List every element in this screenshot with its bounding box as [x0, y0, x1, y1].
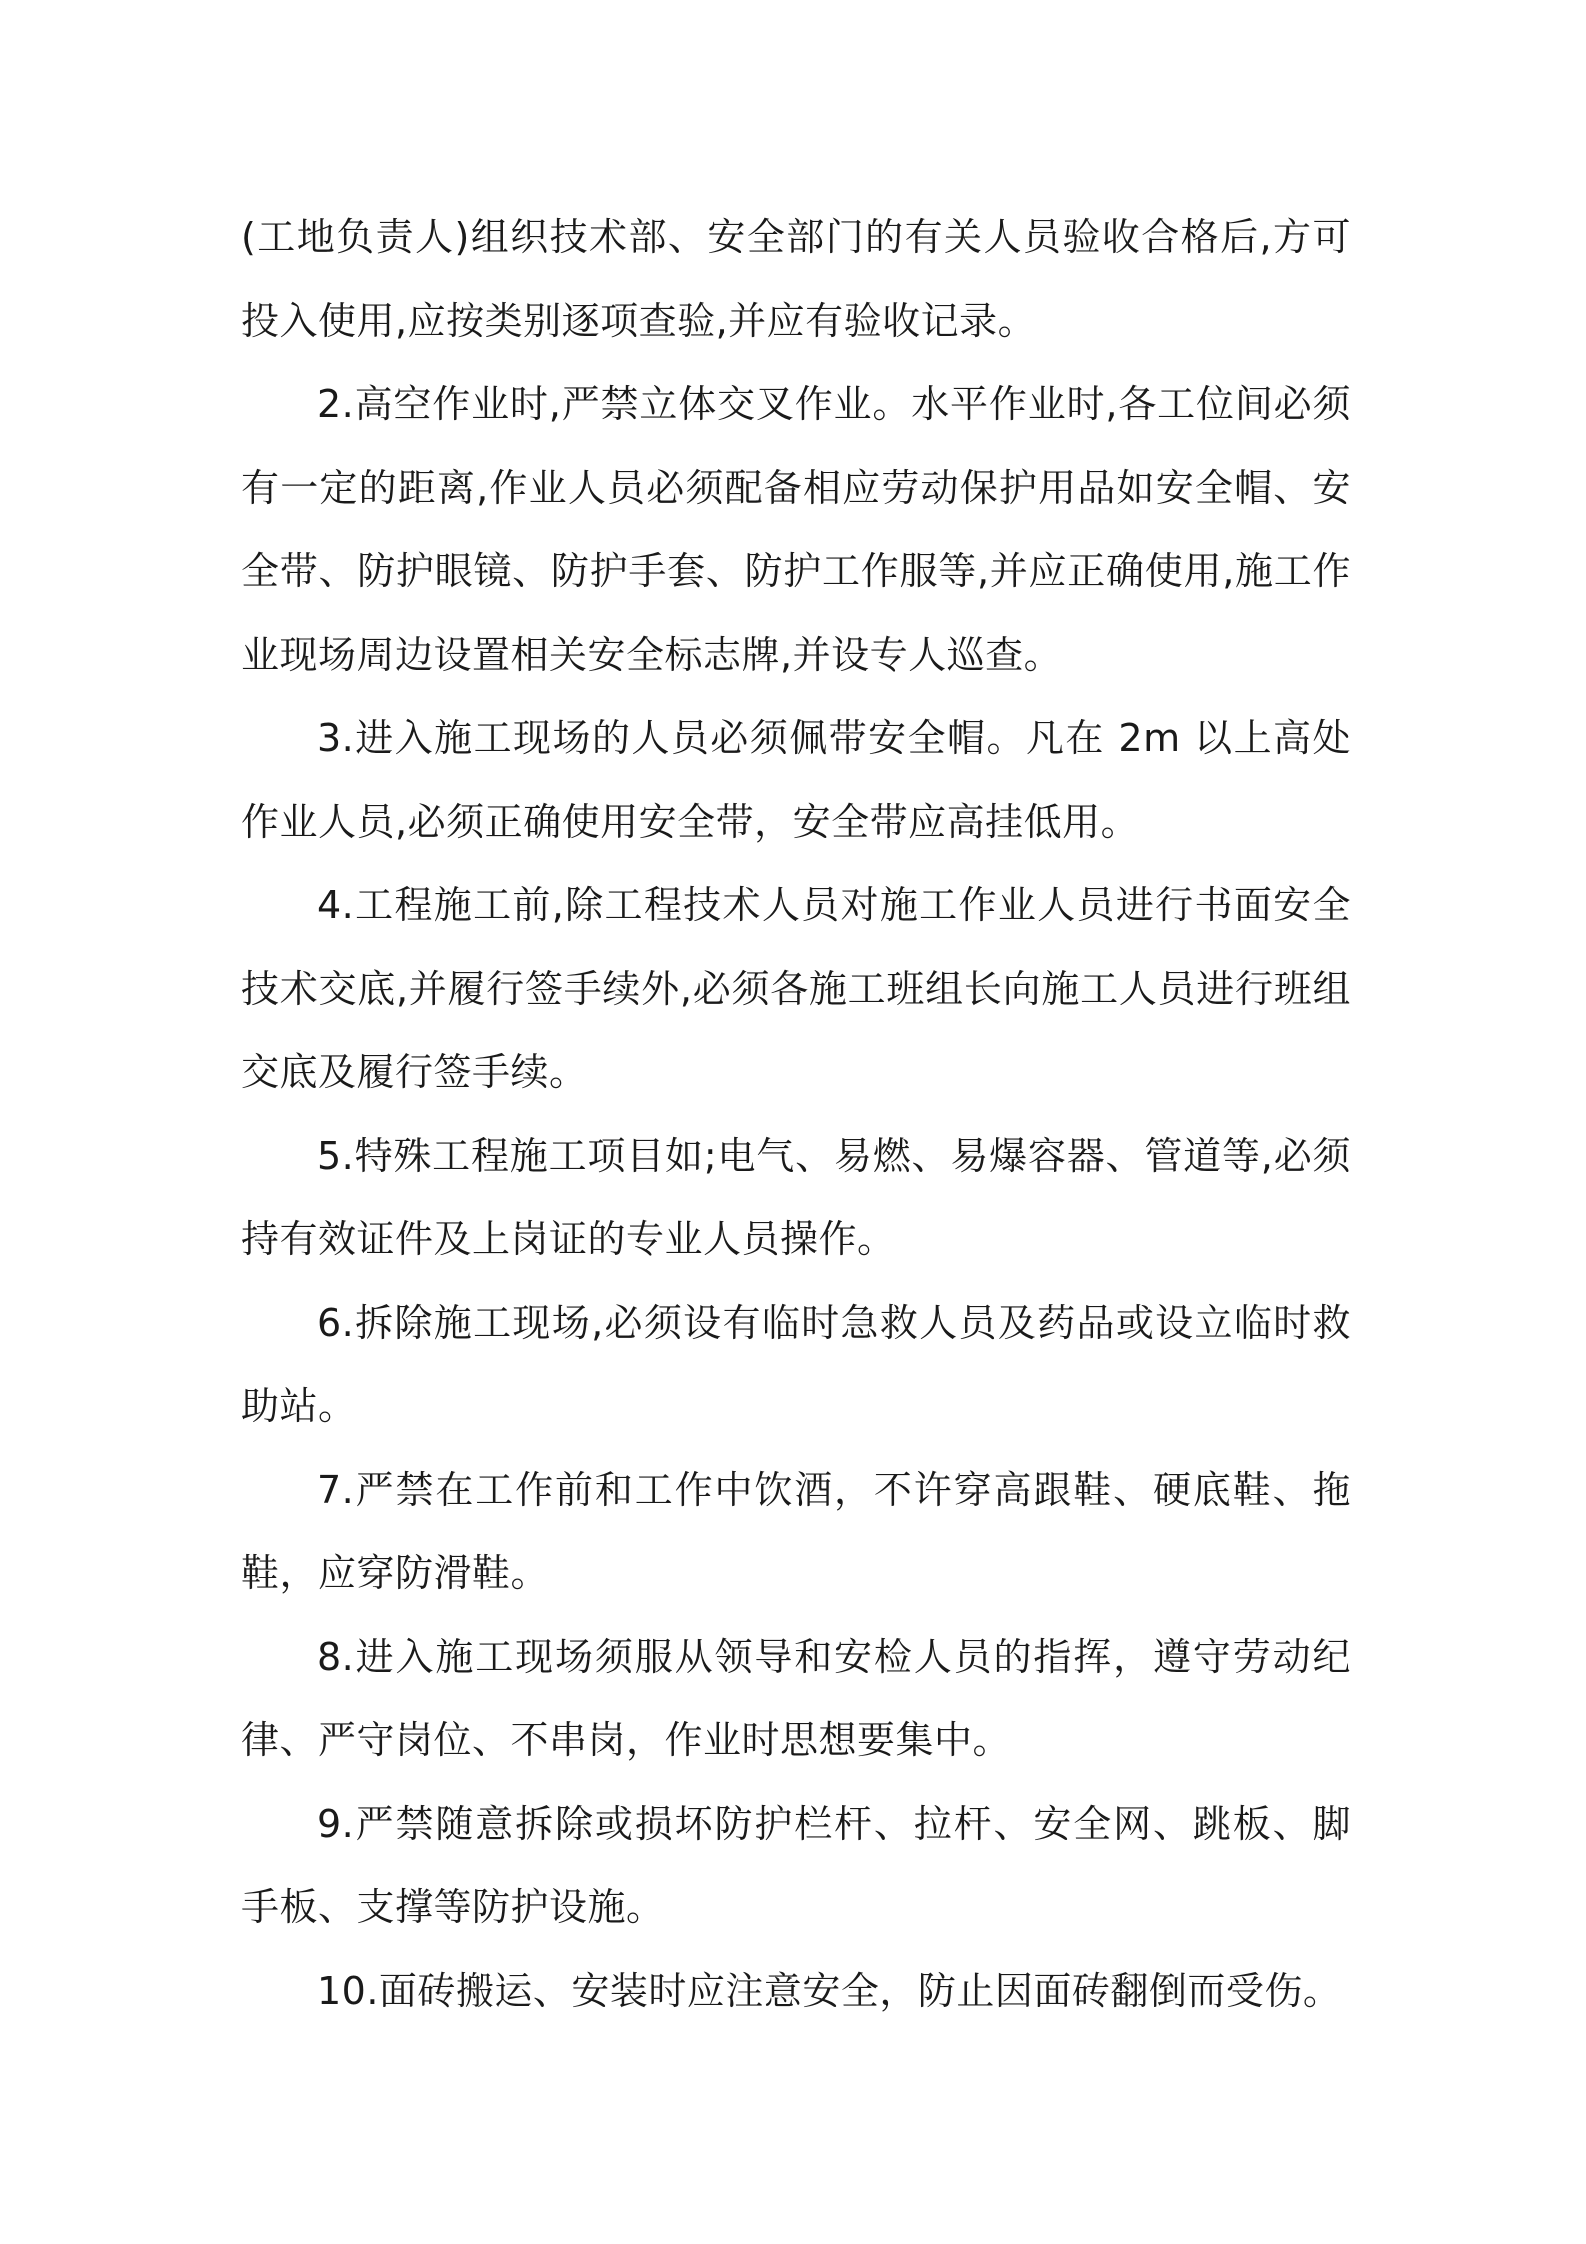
paragraph-item-2: 2.高空作业时,严禁立体交叉作业。水平作业时,各工位间必须有一定的距离,作业人员必须配备相应劳动保护用品如安全帽、安全带、防护眼镜、防护手套、防护工作服等,并应正确使用,施工作业现场周边设置相关安全标志牌,并设专人巡查。	[241, 382, 1351, 677]
paragraph-item-7: 7.严禁在工作前和工作中饮酒，不许穿高跟鞋、硬底鞋、拖鞋，应穿防滑鞋。	[241, 1467, 1351, 1595]
document-body	[241, 196, 1351, 2033]
paragraph-item-5: 5.特殊工程施工项目如;电气、易燃、易爆容器、管道等,必须持有效证件及上岗证的专业人员操作。	[241, 1133, 1351, 1261]
paragraph-item-6: 6.拆除施工现场,必须设有临时急救人员及药品或设立临时救助站。	[241, 1300, 1351, 1428]
paragraph-item-4: 4.工程施工前,除工程技术人员对施工作业人员进行书面安全技术交底,并履行签手续外,必须各施工班组长向施工人员进行班组交底及履行签手续。	[241, 883, 1351, 1094]
paragraph-item-9: 9.严禁随意拆除或损坏防护栏杆、拉杆、安全网、跳板、脚手板、支撑等防护设施。	[241, 1801, 1351, 1929]
paragraph-item-10: 10.面砖搬运、安装时应注意安全，防止因面砖翻倒而受伤。	[317, 1968, 1342, 2013]
paragraph-continuation: (工地负责人)组织技术部、安全部门的有关人员验收合格后,方可投入使用,应按类别逐项查验,并应有验收记录。	[241, 215, 1351, 343]
paragraph-item-8: 8.进入施工现场须服从领导和安检人员的指挥，遵守劳动纪律、严守岗位、不串岗，作业时思想要集中。	[241, 1634, 1351, 1762]
paragraph-item-3: 3.进入施工现场的人员必须佩带安全帽。凡在 2m 以上高处作业人员,必须正确使用安全带，安全带应高挂低用。	[241, 716, 1351, 844]
